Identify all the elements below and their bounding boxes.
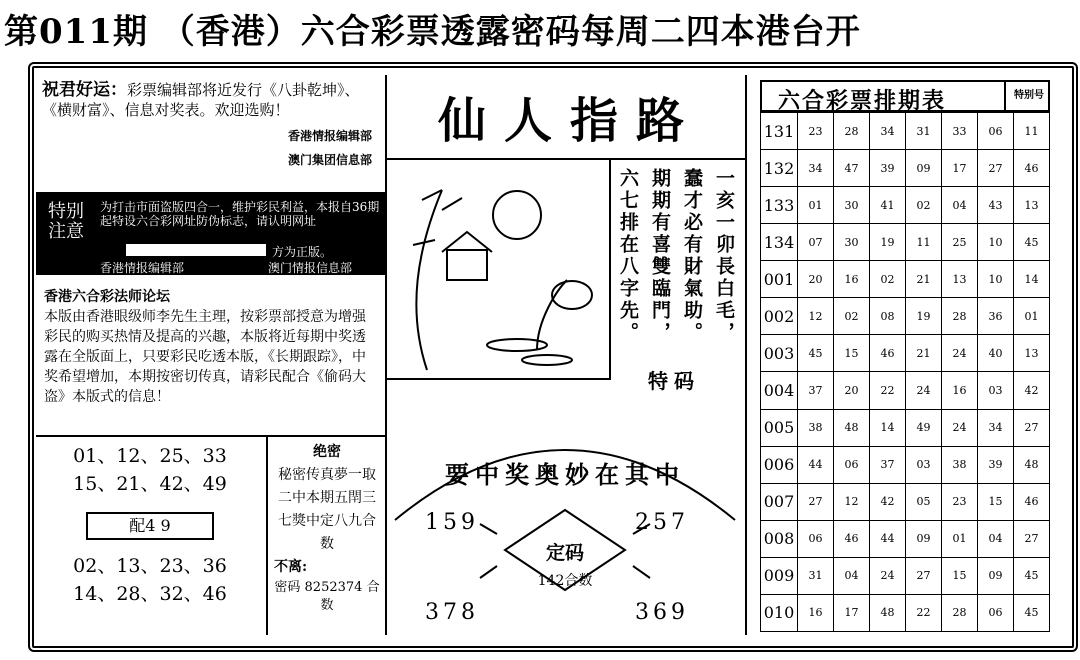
special-sign2: 澳门情报信息部 [268,261,353,275]
table-row [761,187,1050,224]
heshu-label: 142合数 [537,573,593,589]
number-cell: 24 [942,335,978,372]
number-cell: 10 [978,224,1014,261]
period-cell: 005 [761,409,798,446]
number-cell: 41 [870,187,906,224]
table-row [761,520,1050,557]
poem-line: 期期有喜雙臨門， [649,168,671,344]
number-cell: 20 [798,261,834,298]
number-cell: 21 [906,261,942,298]
schedule-header [760,80,1050,112]
number-cell: 45 [798,335,834,372]
number-cell: 24 [906,372,942,409]
secret-body: 秘密传真夢一取二中本期五閈三七獎中定八九合数 [278,467,376,552]
number-cell: 03 [978,372,1014,409]
table-row [761,557,1050,594]
numbers-block [36,442,264,608]
table-row [761,298,1050,335]
url-blank [126,244,266,256]
secret-label: 不离: [274,559,308,575]
special-sign1: 香港情报编辑部 [100,261,185,275]
number-cell: 46 [870,335,906,372]
number-cell: 38 [942,446,978,483]
period-cell: 133 [761,187,798,224]
table-row [761,372,1050,409]
table-row [761,335,1050,372]
secret-heading: 绝密 [313,444,341,460]
number-cell: 21 [906,335,942,372]
number-cell: 06 [834,446,870,483]
number-cell: 20 [834,372,870,409]
number-cell: 09 [978,557,1014,594]
number-cell: 15 [978,483,1014,520]
special-notice [36,192,386,275]
pair-box: 配4 9 [86,512,214,540]
number-cell: 44 [798,446,834,483]
period-cell: 010 [761,594,798,631]
number-cell: 22 [870,372,906,409]
tema-label: 特码 [648,369,700,393]
number-cell: 28 [942,594,978,631]
number-cell: 17 [834,594,870,631]
notice-heading: 祝君好运： [42,80,127,100]
number-378: 378 [425,600,479,625]
numbers-row: 15、21、42、49 [73,473,227,495]
number-cell: 40 [978,335,1014,372]
number-cell: 12 [798,298,834,335]
number-cell: 34 [798,150,834,187]
number-cell: 03 [906,446,942,483]
period-cell: 007 [761,483,798,520]
number-cell: 37 [870,446,906,483]
number-cell: 06 [798,520,834,557]
forum-body: 本版由香港眼级师李先生主理，按彩票部授意为增强彩民的购买热情及提高的兴趣，本版将近每期中奖透露在全版面上，只要彩民吃透本版，《长期跟踪》，中奖希望增加，本期按密切传真，请彩民配合《偷码大盗》本版式的信息！ [44,309,366,405]
number-cell: 27 [1014,409,1050,446]
number-cell: 37 [798,372,834,409]
number-cell: 42 [1014,372,1050,409]
number-cell: 06 [978,113,1014,150]
period-cell: 131 [761,113,798,150]
table-row [761,409,1050,446]
number-cell: 02 [870,261,906,298]
divider [385,158,745,160]
number-cell: 46 [834,520,870,557]
illustration [385,158,611,380]
number-cell: 10 [978,261,1014,298]
table-row [761,483,1050,520]
forum-heading: 香港六合彩法师论坛 [44,289,170,305]
number-cell: 23 [798,113,834,150]
center-title: 仙人指路 [437,93,702,149]
number-cell: 47 [834,150,870,187]
schedule-table [760,112,1050,632]
number-cell: 08 [870,298,906,335]
number-cell: 48 [1014,446,1050,483]
number-cell: 04 [942,187,978,224]
number-cell: 13 [1014,187,1050,224]
number-cell: 11 [1014,113,1050,150]
number-cell: 04 [834,557,870,594]
number-cell: 19 [906,298,942,335]
ding-label: 定码 [545,542,584,564]
forum-block [44,287,374,407]
number-cell: 25 [942,224,978,261]
page-title: 第011期 （香港）六合彩票透露密码每周二四本港台开 [4,12,861,52]
number-cell: 12 [834,483,870,520]
number-cell: 16 [942,372,978,409]
numbers-row: 02、13、23、36 [73,555,227,577]
special-text: 为打击市面盗版四合一，维护彩民利益，本报自36期起特设六合彩网址防伪标志，请认明网址 [100,200,380,228]
moon-house-plant-illustration [387,160,609,378]
number-cell: 09 [906,520,942,557]
poem [612,168,740,358]
notice-sign1: 香港情报编辑部 [287,129,372,143]
number-cell: 28 [834,113,870,150]
number-cell: 23 [942,483,978,520]
number-cell: 45 [1014,557,1050,594]
number-cell: 39 [978,446,1014,483]
numbers-row: 01、12、25、33 [73,445,227,467]
schedule-title: 六合彩票排期表 [778,88,947,114]
number-cell: 43 [978,187,1014,224]
special-number-label: 特别号 [1004,82,1052,110]
number-cell: 39 [870,150,906,187]
poem-line: 六七排在八字先。 [617,168,639,344]
period-cell: 134 [761,224,798,261]
number-cell: 07 [798,224,834,261]
table-row [761,113,1050,150]
number-cell: 44 [870,520,906,557]
notice-block [42,80,372,170]
number-cell: 01 [798,187,834,224]
number-cell: 27 [978,150,1014,187]
number-cell: 30 [834,224,870,261]
number-cell: 31 [798,557,834,594]
number-cell: 49 [906,409,942,446]
number-cell: 27 [798,483,834,520]
number-cell: 31 [906,113,942,150]
number-cell: 48 [870,594,906,631]
number-cell: 02 [906,187,942,224]
special-label: 特别注意 [48,201,84,242]
period-cell: 002 [761,298,798,335]
poem-line: 蠢才必有財氣助。 [681,168,703,344]
number-cell: 22 [906,594,942,631]
number-cell: 01 [942,520,978,557]
secret-block [266,435,386,635]
number-cell: 15 [834,335,870,372]
period-cell: 132 [761,150,798,187]
table-row [761,224,1050,261]
number-369: 369 [635,600,689,625]
table-row [761,261,1050,298]
number-cell: 38 [798,409,834,446]
poem-line: 一亥一卯長白毛， [713,168,735,344]
number-cell: 24 [870,557,906,594]
number-cell: 30 [834,187,870,224]
number-257: 257 [635,510,689,535]
number-cell: 45 [1014,224,1050,261]
number-cell: 02 [834,298,870,335]
table-row [761,446,1050,483]
number-cell: 14 [1014,261,1050,298]
number-cell: 33 [942,113,978,150]
number-cell: 14 [870,409,906,446]
notice-body: 彩票编辑部将近发行《八卦乾坤》、《横财富》、信息对奖表。欢迎选购！ [42,81,360,119]
period-cell: 001 [761,261,798,298]
number-cell: 42 [870,483,906,520]
number-cell: 06 [978,594,1014,631]
number-cell: 09 [906,150,942,187]
table-row [761,150,1050,187]
number-cell: 01 [1014,298,1050,335]
number-cell: 46 [1014,150,1050,187]
number-cell: 46 [1014,483,1050,520]
number-cell: 28 [942,298,978,335]
number-159: 159 [425,510,479,535]
number-cell: 36 [978,298,1014,335]
number-cell: 13 [942,261,978,298]
number-cell: 48 [834,409,870,446]
number-cell: 15 [942,557,978,594]
number-cell: 11 [906,224,942,261]
number-cell: 13 [1014,335,1050,372]
number-cell: 45 [1014,594,1050,631]
period-cell: 006 [761,446,798,483]
number-cell: 24 [942,409,978,446]
number-cell: 19 [870,224,906,261]
numbers-row: 14、28、32、46 [73,583,227,605]
period-cell: 008 [761,520,798,557]
number-cell: 27 [1014,520,1050,557]
number-cell: 16 [834,261,870,298]
number-cell: 34 [870,113,906,150]
divider [385,75,387,635]
special-line2: 方为正版。 [272,245,333,259]
number-cell: 17 [942,150,978,187]
table-row [761,594,1050,631]
number-cell: 27 [906,557,942,594]
period-cell: 003 [761,335,798,372]
number-cell: 04 [978,520,1014,557]
number-cell: 34 [978,409,1014,446]
notice-sign2: 澳门集团信息部 [287,153,372,167]
period-cell: 004 [761,372,798,409]
divider [745,75,747,635]
period-cell: 009 [761,557,798,594]
secret-code: 密码 8252374 合数 [274,580,380,613]
number-cell: 16 [798,594,834,631]
arc-text: 要中奖奥妙在其中 [445,460,685,489]
number-cell: 05 [906,483,942,520]
